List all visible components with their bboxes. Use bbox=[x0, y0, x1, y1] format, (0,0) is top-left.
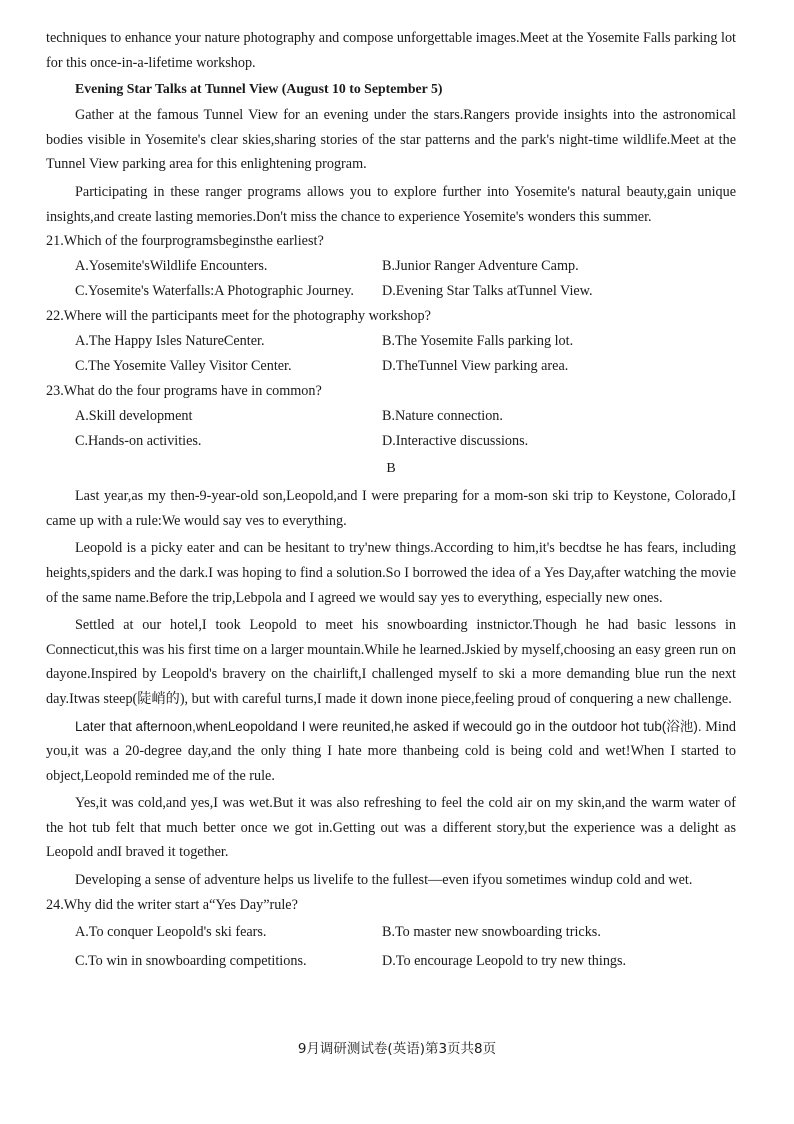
option-a[interactable]: A.Yosemite'sWildlife Encounters. bbox=[75, 258, 268, 275]
option-b[interactable]: B.The Yosemite Falls parking lot. bbox=[382, 333, 574, 350]
options-row bbox=[46, 918, 736, 947]
options-row bbox=[46, 947, 736, 976]
option-d[interactable]: D.TheTunnel View parking area. bbox=[382, 358, 569, 375]
options-row bbox=[46, 404, 736, 429]
hot-tub-first-line: Later that afternoon,whenLeopoldand I were reunited,he asked if wecould go in the outdoor hot tub(浴池). bbox=[75, 718, 702, 734]
passage-b-paragraph: Yes,it was cold,and yes,I was wet.But it was also refreshing to feel the cold air on my skin,and the warm water of the hot tub felt that much better once we got in.Getting out was a different story,but the experience was a delight as Leopold andI braved it together. bbox=[46, 795, 736, 861]
passage-b-conclusion: Developing a sense of adventure helps us livelife to the fullest—even ifyou sometimes windup cold and wet. bbox=[75, 872, 693, 889]
hot-tub-rest: Mind you,it was a 20-degree day,and the only thing I hate more thanbeing cold is being cold and wet!When I started to object,Leopold reminded me of the rule. bbox=[46, 718, 737, 784]
passage-b-paragraph: Last year,as my then-9-year-old son,Leopold,and I were preparing for a mom-son ski trip to Keystone, Colorado,I came up with a rule:We would say ves to everything. bbox=[46, 488, 736, 529]
question-24 bbox=[46, 893, 736, 976]
option-b[interactable]: B.To master new snowboarding tricks. bbox=[382, 923, 601, 940]
question-stem: 24.Why did the writer start a“Yes Day”rule? bbox=[46, 896, 298, 913]
evening-star-body: Gather at the famous Tunnel View for an evening under the stars.Rangers provide insights into the astronomical bodies visible in Yosemite's clear skies,sharing stories of the star patterns and the park's night-time wildlife.Meet at the Tunnel View parking area for this enlightening program. bbox=[46, 107, 736, 173]
option-b[interactable]: B.Nature connection. bbox=[382, 408, 503, 425]
question-stem: 23.What do the four programs have in common? bbox=[46, 383, 322, 400]
question-stem: 21.Which of the fourprogramsbeginsthe earliest? bbox=[46, 233, 324, 250]
question-22 bbox=[46, 304, 736, 379]
closing-paragraph: Participating in these ranger programs allows you to explore further into Yosemite's natural beauty,gain unique insights,and create lasting memories.Don't miss the chance to experience Yosemite's wonders this summer. bbox=[46, 183, 736, 225]
question-23 bbox=[46, 379, 736, 454]
question-21 bbox=[46, 229, 736, 304]
section-b-label: B bbox=[386, 461, 396, 477]
option-d[interactable]: D.Evening Star Talks atTunnel View. bbox=[382, 283, 593, 300]
options-row bbox=[46, 329, 736, 354]
option-c[interactable]: C.The Yosemite Valley Visitor Center. bbox=[75, 358, 292, 375]
evening-star-heading: Evening Star Talks at Tunnel View (August 10 to September 5) bbox=[75, 81, 443, 97]
page-footer: 9月调研测试卷(英语)第3页共8页 bbox=[297, 1041, 497, 1057]
hot-tub-paragraph bbox=[46, 715, 736, 789]
option-a[interactable]: A.To conquer Leopold's ski fears. bbox=[75, 923, 267, 940]
options-row bbox=[46, 279, 736, 304]
option-d[interactable]: D.To encourage Leopold to try new things. bbox=[382, 952, 627, 969]
option-a[interactable]: A.The Happy Isles NatureCenter. bbox=[75, 333, 265, 350]
options-row bbox=[46, 354, 736, 379]
exam-page bbox=[46, 26, 736, 976]
passage-b-paragraph: Leopold is a picky eater and can be hesitant to try'new things.According to him,it's becdtse he has fears, including heights,spiders and the dark.I was hoping to find a solution.So I borrowed the idea of a Yes Day,after watching the movie of the same name.Before the trip,Lebpola and I agreed we would say yes to everything, especially new ones. bbox=[46, 540, 736, 606]
options-row bbox=[46, 254, 736, 279]
option-b[interactable]: B.Junior Ranger Adventure Camp. bbox=[382, 258, 579, 275]
option-c[interactable]: C.Yosemite's Waterfalls:A Photographic Journey. bbox=[75, 283, 354, 300]
option-a[interactable]: A.Skill development bbox=[75, 408, 193, 425]
question-stem: 22.Where will the participants meet for the photography workshop? bbox=[46, 308, 431, 325]
passage-b-paragraph: Settled at our hotel,I took Leopold to meet his snowboarding instnictor.Though he had basic lessons in Connecticut,this was his first time on a larger mountain.While he learned.Jskied by myself,choosing an easy green run on dayone.Inspired by Leopold's bravery on the chairlift,I challenged myself to ski a more demanding blue run the next day.Itwas steep(陡峭的), but with careful turns,I made it down inone piece,feeling proud of conquering a new challenge. bbox=[46, 617, 736, 707]
option-d[interactable]: D.Interactive discussions. bbox=[382, 433, 529, 450]
option-c[interactable]: C.Hands-on activities. bbox=[75, 433, 202, 450]
intro-continuation: techniques to enhance your nature photography and compose unforgettable images.Meet at the Yosemite Falls parking lot for this once-in-a-lifetime workshop. bbox=[46, 30, 736, 71]
options-row bbox=[46, 429, 736, 454]
option-c[interactable]: C.To win in snowboarding competitions. bbox=[75, 952, 307, 969]
